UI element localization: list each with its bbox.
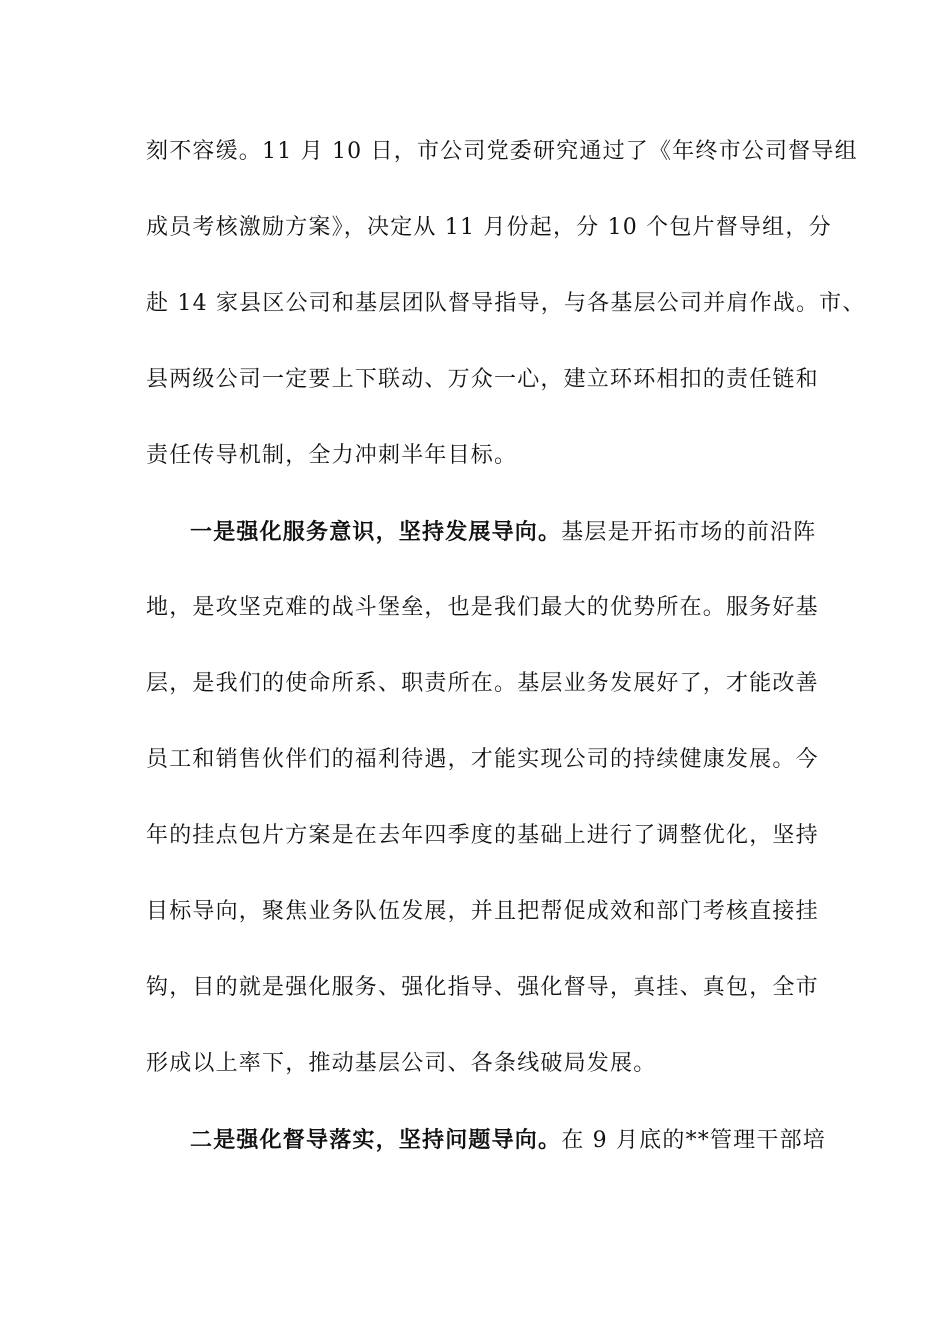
- paragraph-line: 责任传导机制，全力冲刺半年目标。: [146, 443, 518, 468]
- section-one-heading: 一是强化服务意识，坚持发展导向。: [190, 519, 562, 545]
- paragraph-line: 刻不容缓。11 月 10 日，市公司党委研究通过了《年终市公司督导组: [146, 139, 858, 164]
- paragraph-line: 成员考核激励方案》，决定从 11 月份起，分 10 个包片督导组，分: [146, 215, 832, 240]
- section-one-first-line: [146, 510, 836, 586]
- paragraph-line: 目标导向，聚焦业务队伍发展，并且把帮促成效和部门考核直接挂: [146, 899, 819, 924]
- paragraph-line: 层，是我们的使命所系、职责所在。基层业务发展好了，才能改善: [146, 671, 819, 696]
- paragraph-line: 地，是攻坚克难的战斗堡垒，也是我们最大的优势所在。服务好基: [146, 595, 819, 620]
- section-two-heading: 二是强化督导落实，坚持问题导向。: [190, 1127, 562, 1153]
- paragraph-line: 钩，目的就是强化服务、强化指导、强化督导，真挂、真包，全市: [146, 975, 819, 1000]
- section-one-lead-text: 基层是开拓市场的前沿阵: [561, 520, 817, 545]
- section-two-first-line: [146, 1118, 836, 1194]
- section-two-lead-text: 在 9 月底的**管理干部培: [561, 1128, 826, 1153]
- paragraph-line: 员工和销售伙伴们的福利待遇，才能实现公司的持续健康发展。今: [146, 747, 819, 772]
- body-text: [146, 130, 866, 1194]
- paragraph-line: 县两级公司一定要上下联动、万众一心，建立环环相扣的责任链和: [146, 367, 819, 392]
- paragraph-line: 形成以上率下，推动基层公司、各条线破局发展。: [146, 1051, 657, 1076]
- paragraph-line: 年的挂点包片方案是在去年四季度的基础上进行了调整优化，坚持: [146, 823, 819, 848]
- paragraph-line: 赴 14 家县区公司和基层团队督导指导，与各基层公司并肩作战。市、: [146, 291, 866, 316]
